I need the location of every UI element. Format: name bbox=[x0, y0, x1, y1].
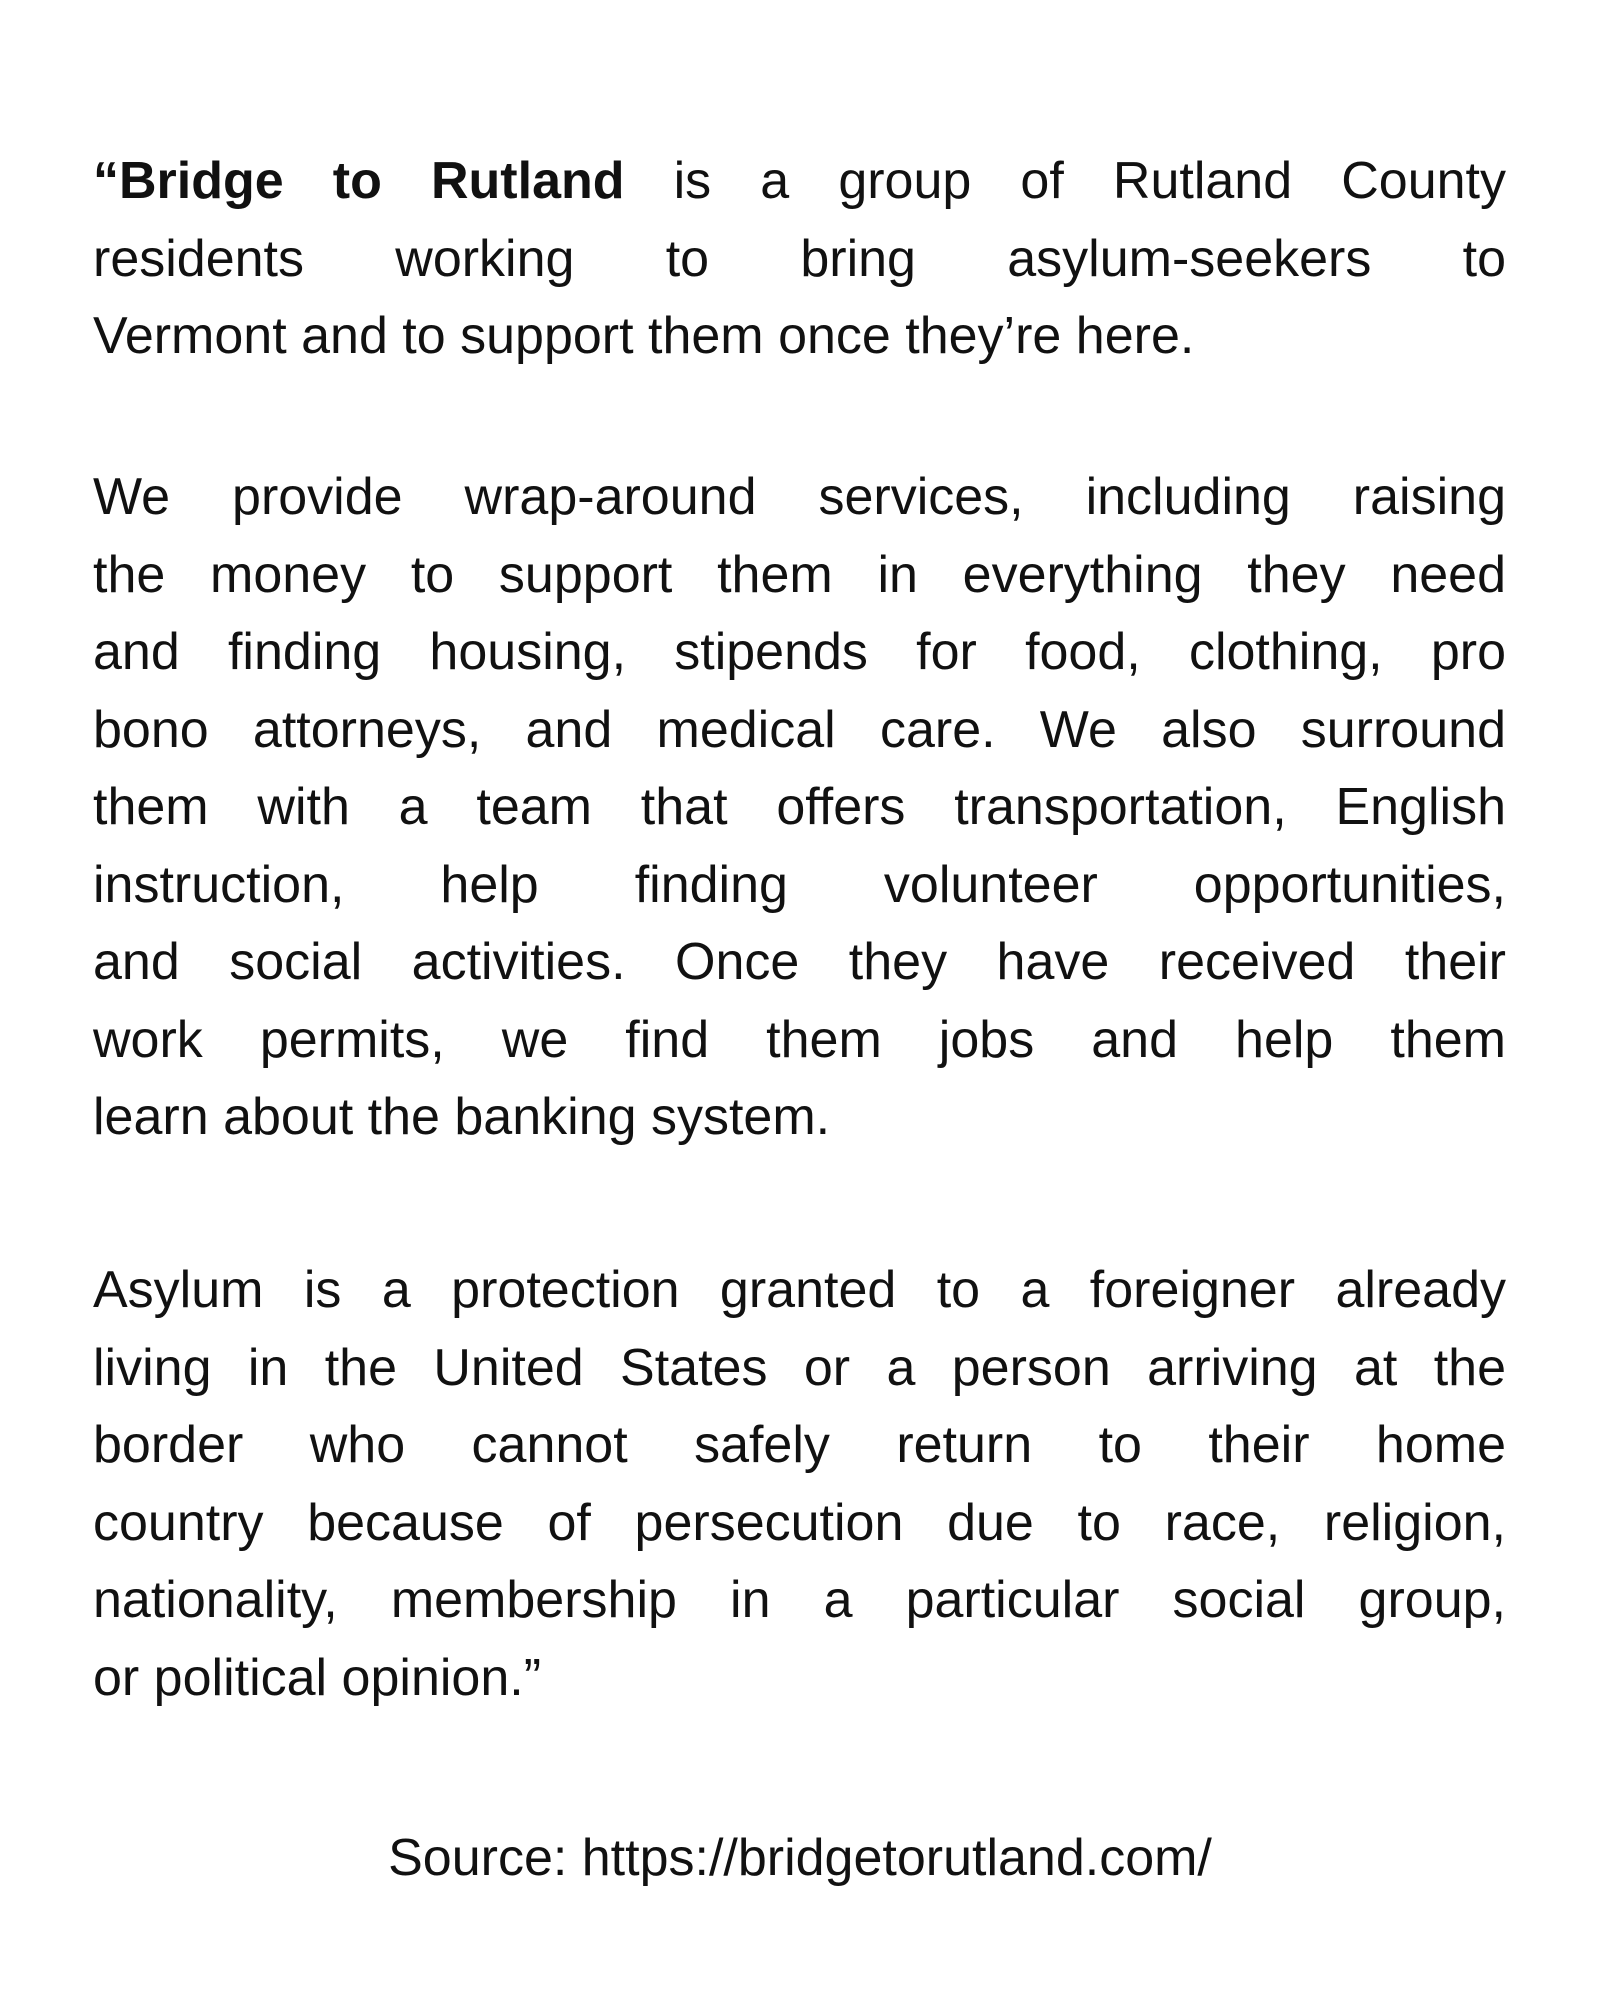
paragraph-line: learn about the banking system. bbox=[93, 1088, 831, 1146]
paragraph-line: residents working to bring asylum-seekers to bbox=[93, 229, 1506, 288]
paragraph-line: bono attorneys, and medical care. We also surround bbox=[93, 700, 1506, 759]
organization-name: “Bridge to Rutland bbox=[93, 152, 625, 210]
paragraph-line: the money to support them in everything they need bbox=[93, 545, 1506, 604]
asylum-definition-paragraph bbox=[93, 1252, 1506, 1717]
line-text: is a group of Rutland County bbox=[624, 152, 1506, 210]
paragraph-line: Vermont and to support them once they’re here. bbox=[93, 307, 1195, 365]
paragraph-line: living in the United States or a person arriving at the bbox=[93, 1338, 1506, 1397]
paragraph-line: and social activities. Once they have received their bbox=[93, 933, 1506, 991]
paragraph-line: nationality, membership in a particular social group, bbox=[93, 1571, 1506, 1629]
paragraph-line: instruction, help finding volunteer opportunities, bbox=[93, 855, 1506, 914]
paragraph-line: border who cannot safely return to their home bbox=[93, 1416, 1506, 1474]
paragraph-line: them with a team that offers transportation, English bbox=[93, 778, 1506, 836]
services-paragraph bbox=[93, 459, 1506, 1157]
paragraph-line: and finding housing, stipends for food, clothing, pro bbox=[93, 623, 1506, 681]
intro-paragraph bbox=[93, 143, 1506, 376]
paragraph-line: work permits, we find them jobs and help them bbox=[93, 1010, 1506, 1069]
paragraph-line: We provide wrap-around services, including raising bbox=[93, 468, 1506, 526]
paragraph-line bbox=[93, 143, 1506, 221]
source-citation: Source: https://bridgetorutland.com/ bbox=[388, 1829, 1212, 1887]
paragraph-line: Asylum is a protection granted to a foreigner already bbox=[93, 1261, 1506, 1319]
paragraph-line: or political opinion.” bbox=[93, 1648, 542, 1707]
paragraph-line: country because of persecution due to race, religion, bbox=[93, 1493, 1506, 1552]
